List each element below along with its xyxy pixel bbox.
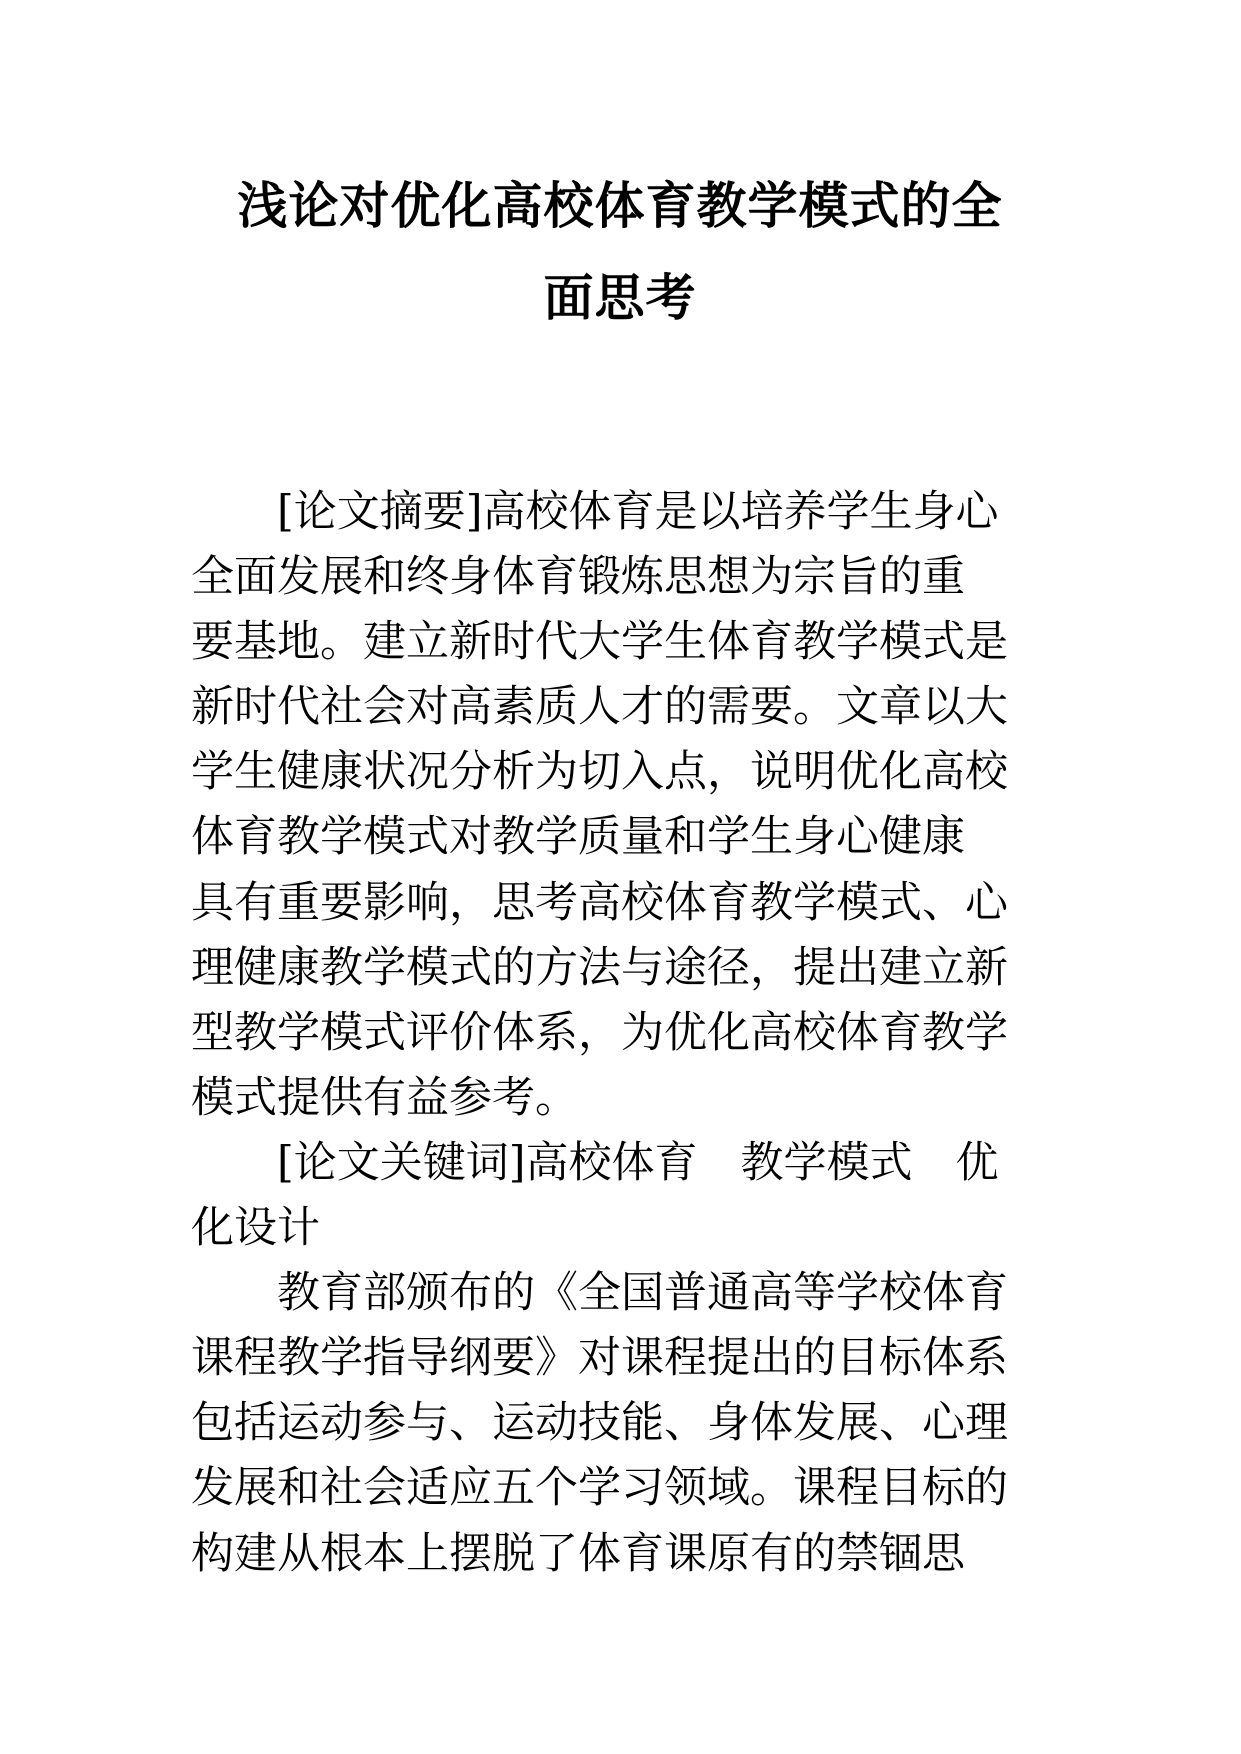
title-line-1: 浅论对优化高校体育教学模式的全: [237, 177, 1003, 235]
keywords-line: [论文关键词]高校体育 教学模式 优: [277, 1137, 999, 1188]
body-line: 课程教学指导纲要》对课程提出的目标体系: [191, 1333, 1008, 1384]
abstract-line: 具有重要影响，思考高校体育教学模式、心: [191, 877, 1008, 928]
keywords-paragraph: [191, 1131, 1051, 1261]
body-line: 构建从根本上摆脱了体育课原有的禁锢思: [191, 1528, 965, 1579]
abstract-paragraph: [191, 480, 1051, 1131]
body-line: 发展和社会适应五个学习领域。课程目标的: [191, 1463, 1008, 1514]
abstract-line: 理健康教学模式的方法与途径，提出建立新: [191, 942, 1008, 993]
abstract-line: 模式提供有益参考。: [191, 1072, 578, 1123]
document-title: [190, 160, 1050, 344]
abstract-line: [论文摘要]高校体育是以培养学生身心: [277, 487, 999, 537]
body-paragraph: [191, 1261, 1051, 1586]
body-line: 教育部颁布的《全国普通高等学校体育: [277, 1268, 1008, 1319]
abstract-line: 型教学模式评价体系，为优化高校体育教学: [191, 1007, 1008, 1058]
document-body: [191, 480, 1051, 1587]
abstract-line: 要基地。建立新时代大学生体育教学模式是: [191, 617, 1008, 668]
abstract-line: 新时代社会对高素质人才的需要。文章以大: [191, 682, 1008, 733]
abstract-line: 体育教学模式对教学质量和学生身心健康: [191, 812, 965, 863]
abstract-line: 学生健康状况分析为切入点，说明优化高校: [191, 747, 1008, 798]
body-line: 包括运动参与、运动技能、身体发展、心理: [191, 1398, 1008, 1449]
abstract-line: 全面发展和终身体育锻炼思想为宗旨的重: [191, 552, 965, 603]
title-line-2: 面思考: [543, 269, 697, 327]
keywords-line: 化设计: [191, 1203, 320, 1254]
